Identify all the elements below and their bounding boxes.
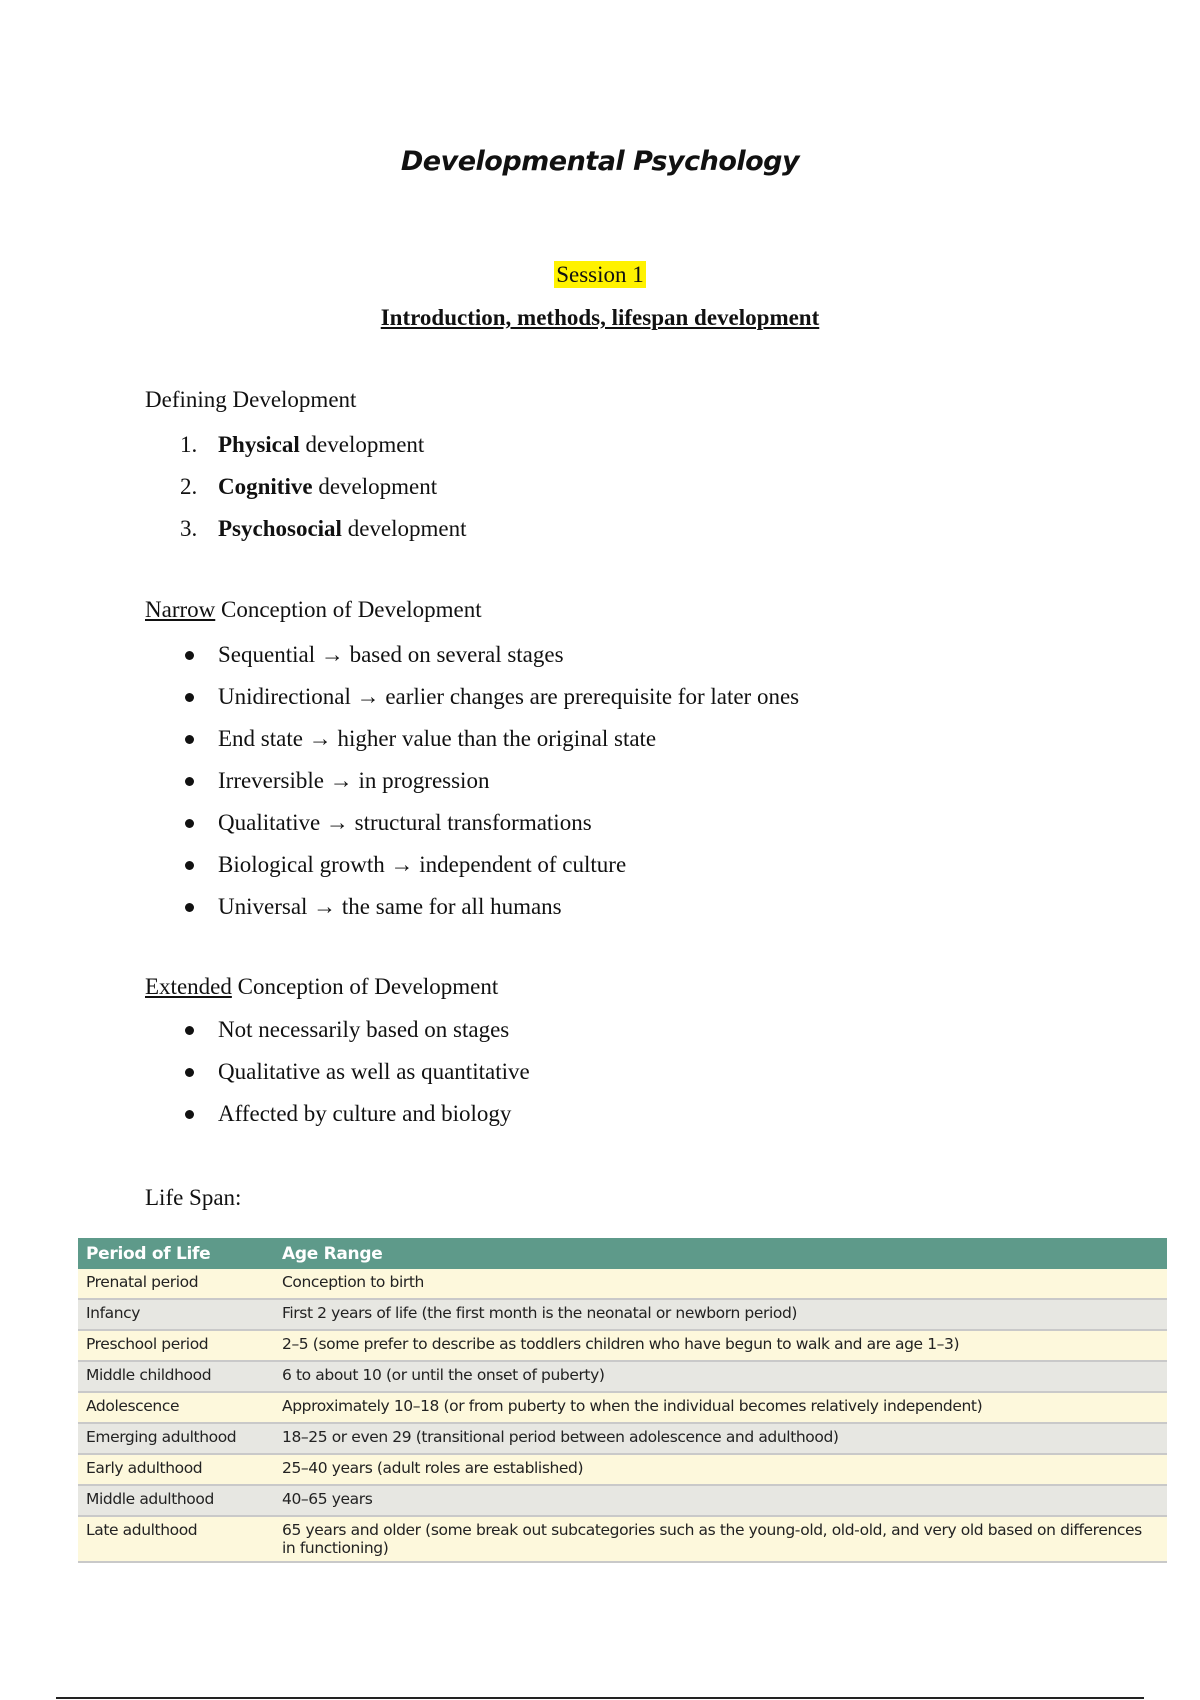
list-item-text: End state → higher value than the original state bbox=[218, 726, 657, 751]
list-item bbox=[145, 508, 467, 550]
defining-heading: Defining Development bbox=[145, 387, 357, 412]
extended-heading-rest: Conception of Development bbox=[231, 974, 499, 999]
list-item-text: development bbox=[341, 516, 467, 541]
list-item-text: development bbox=[299, 432, 425, 457]
table-row bbox=[78, 1269, 1167, 1299]
session-highlight: Session 1 bbox=[556, 262, 644, 287]
lifespan-table bbox=[78, 1238, 1167, 1563]
table-row bbox=[78, 1392, 1167, 1423]
narrow-list bbox=[145, 634, 799, 928]
table-row bbox=[78, 1516, 1167, 1562]
list-item-text: Not necessarily based on stages bbox=[218, 1017, 510, 1042]
list-item-text: Biological growth → independent of culture bbox=[218, 852, 627, 877]
cell-period: Adolescence bbox=[78, 1392, 274, 1423]
list-item-text: Universal → the same for all humans bbox=[218, 894, 562, 919]
bullet-icon bbox=[185, 861, 194, 870]
session-subtitle: Introduction, methods, lifespan development bbox=[380, 305, 820, 330]
bullet-icon bbox=[185, 777, 194, 786]
list-item bbox=[145, 886, 799, 928]
list-item bbox=[145, 1093, 530, 1135]
document-title: Developmental Psychology bbox=[400, 146, 800, 177]
bullet-icon bbox=[185, 903, 194, 912]
list-item-text: Sequential → based on several stages bbox=[218, 642, 564, 667]
list-item bbox=[145, 424, 467, 466]
list-item bbox=[145, 844, 799, 886]
cell-period: Preschool period bbox=[78, 1330, 274, 1361]
list-item bbox=[145, 760, 799, 802]
cell-period: Infancy bbox=[78, 1299, 274, 1330]
bullet-icon bbox=[185, 819, 194, 828]
cell-age-range: 18–25 or even 29 (transitional period between adolescence and adulthood) bbox=[274, 1423, 1167, 1454]
list-item-text: Unidirectional → earlier changes are prerequisite for later ones bbox=[218, 684, 800, 709]
table-row bbox=[78, 1299, 1167, 1330]
cell-age-range: 65 years and older (some break out subcategories such as the young-old, old-old, and very old based on differences in functioning) bbox=[274, 1516, 1167, 1562]
bullet-icon bbox=[185, 1026, 194, 1035]
list-item-text: Affected by culture and biology bbox=[218, 1101, 512, 1126]
list-item bbox=[145, 676, 799, 718]
bullet-icon bbox=[185, 735, 194, 744]
list-number: 3. bbox=[180, 516, 198, 541]
list-item-text: development bbox=[312, 474, 438, 499]
table-row bbox=[78, 1423, 1167, 1454]
bullet-icon bbox=[185, 651, 194, 660]
cell-period: Middle adulthood bbox=[78, 1485, 274, 1516]
cell-age-range: 25–40 years (adult roles are established) bbox=[274, 1454, 1167, 1485]
list-item-bold: Physical bbox=[218, 432, 300, 457]
bullet-icon bbox=[185, 693, 194, 702]
list-item bbox=[145, 1051, 530, 1093]
table-row bbox=[78, 1454, 1167, 1485]
defining-list bbox=[145, 424, 467, 550]
cell-age-range: 6 to about 10 (or until the onset of puberty) bbox=[274, 1361, 1167, 1392]
cell-age-range: First 2 years of life (the first month is the neonatal or newborn period) bbox=[274, 1299, 1167, 1330]
cell-period: Emerging adulthood bbox=[78, 1423, 274, 1454]
column-header-age-range: Age Range bbox=[274, 1238, 1167, 1269]
narrow-heading bbox=[145, 597, 482, 623]
footer-divider bbox=[56, 1697, 1144, 1699]
list-item-text: Qualitative → structural transformations bbox=[218, 810, 592, 835]
list-item-text: Irreversible → in progression bbox=[218, 768, 490, 793]
list-item bbox=[145, 466, 467, 508]
list-number: 2. bbox=[180, 474, 198, 499]
session-label bbox=[0, 262, 1200, 288]
list-item bbox=[145, 1009, 530, 1051]
cell-age-range: 2–5 (some prefer to describe as toddlers children who have begun to walk and are age 1–3) bbox=[274, 1330, 1167, 1361]
cell-period: Middle childhood bbox=[78, 1361, 274, 1392]
table-row bbox=[78, 1361, 1167, 1392]
list-item bbox=[145, 718, 799, 760]
column-header-period: Period of Life bbox=[78, 1238, 274, 1269]
list-item bbox=[145, 634, 799, 676]
bullet-icon bbox=[185, 1110, 194, 1119]
list-number: 1. bbox=[180, 432, 198, 457]
list-item-bold: Cognitive bbox=[218, 474, 313, 499]
extended-heading bbox=[145, 974, 498, 1000]
narrow-heading-rest: Conception of Development bbox=[215, 597, 482, 622]
table-header-row bbox=[78, 1238, 1167, 1269]
cell-period: Early adulthood bbox=[78, 1454, 274, 1485]
table-row bbox=[78, 1330, 1167, 1361]
bullet-icon bbox=[185, 1068, 194, 1077]
table-row bbox=[78, 1485, 1167, 1516]
cell-age-range: Conception to birth bbox=[274, 1269, 1167, 1299]
extended-list bbox=[145, 1009, 530, 1135]
list-item-bold: Psychosocial bbox=[218, 516, 342, 541]
lifespan-label: Life Span: bbox=[145, 1185, 242, 1210]
extended-heading-underlined: Extended bbox=[145, 974, 232, 999]
cell-period: Late adulthood bbox=[78, 1516, 274, 1562]
list-item bbox=[145, 802, 799, 844]
cell-period: Prenatal period bbox=[78, 1269, 274, 1299]
cell-age-range: 40–65 years bbox=[274, 1485, 1167, 1516]
cell-age-range: Approximately 10–18 (or from puberty to when the individual becomes relatively independent) bbox=[274, 1392, 1167, 1423]
narrow-heading-underlined: Narrow bbox=[145, 597, 216, 622]
list-item-text: Qualitative as well as quantitative bbox=[218, 1059, 530, 1084]
